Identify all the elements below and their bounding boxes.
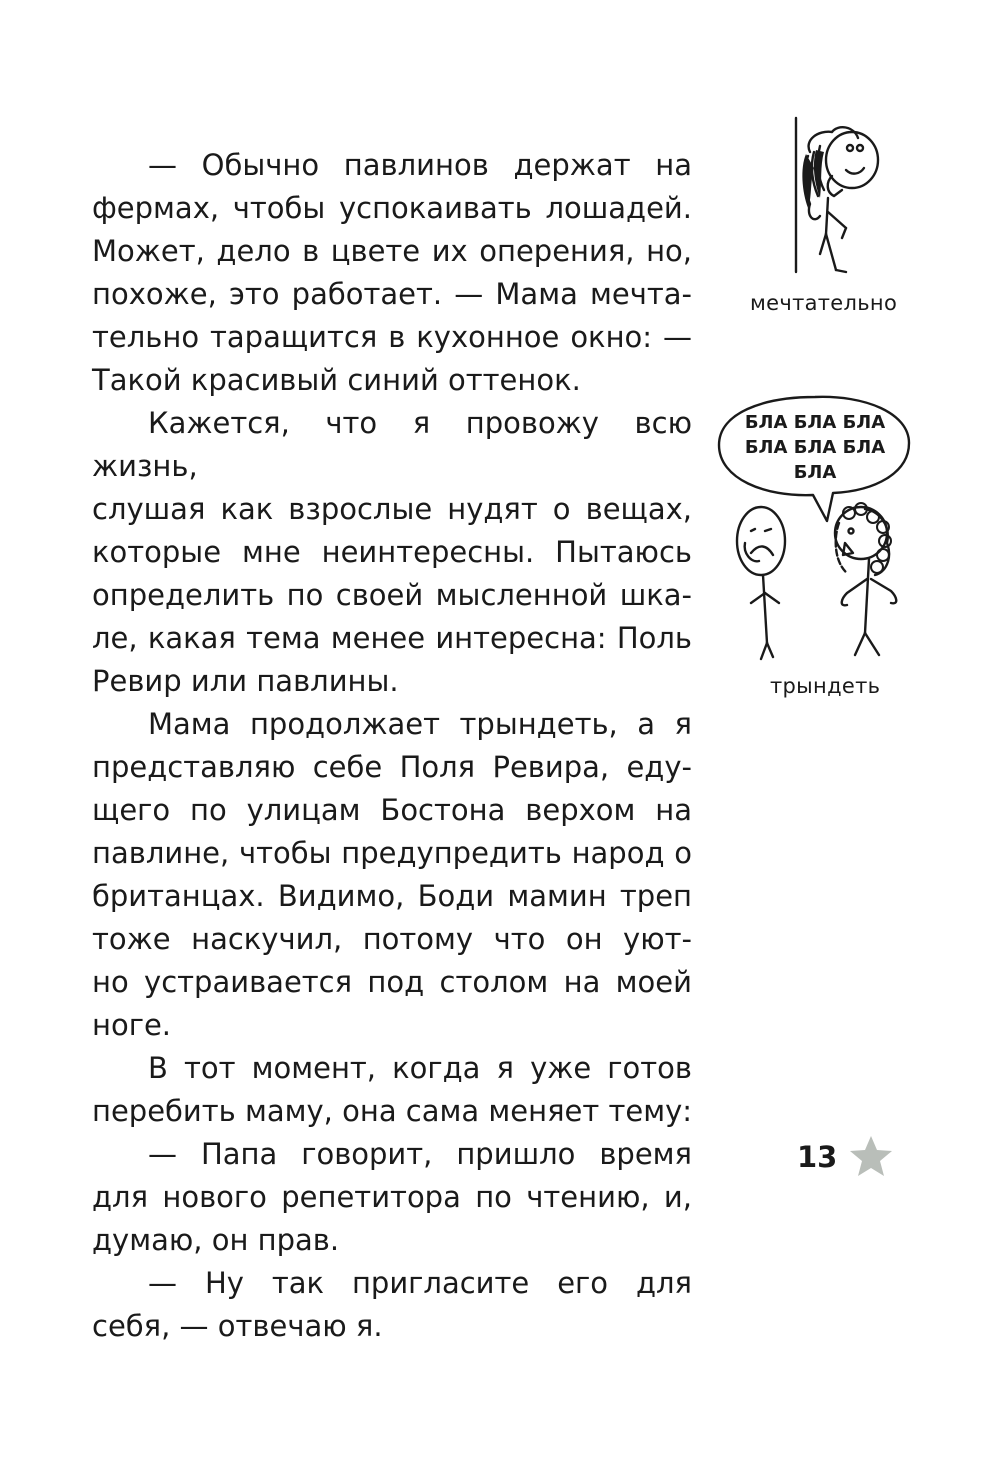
bubble-text-row1: БЛА БЛА БЛА (744, 412, 886, 433)
text-line: перебить маму, она сама меняет тему: (92, 1094, 693, 1128)
text-line: похоже, это работает. — Мама мечта- (92, 277, 692, 311)
paragraph-3-cont (92, 746, 692, 1047)
text-line: которые мне неинтересны. Пытаюсь (92, 535, 692, 569)
text-line: Такой красивый синий оттенок. (92, 363, 581, 397)
text-line: — Папа говорит, пришло время (148, 1137, 692, 1171)
text-line: В тот момент, когда я уже готов (148, 1051, 692, 1085)
text-line: Ревир или павлины. (92, 664, 399, 698)
text-line: — Ну так пригласите его для (148, 1266, 692, 1300)
paragraph-4-cont (92, 1090, 692, 1133)
text-line: но устраивается под столом на моей (92, 965, 692, 999)
text-line: Мама продолжает трындеть, а я (148, 707, 692, 741)
text-line: определить по своей мысленной шка- (92, 578, 692, 612)
paragraph-4 (92, 1047, 692, 1090)
paragraph-1 (92, 144, 692, 187)
page-number: 13 (797, 1140, 838, 1174)
text-line: щего по улицам Бостона верхом на (92, 793, 692, 827)
paragraph-2 (92, 402, 692, 488)
text-line: павлине, чтобы предупредить народ о (92, 836, 692, 870)
text-line: себя, — отвечаю я. (92, 1309, 383, 1343)
dreamy-girl-illustration (780, 112, 890, 277)
text-line: ноге. (92, 1008, 171, 1042)
paragraph-6-cont (92, 1305, 692, 1348)
text-line: тоже наскучил, потому что он уют- (92, 922, 692, 956)
caption-blabbing: трындеть (770, 674, 881, 698)
body-text (92, 144, 692, 1348)
text-line: ле, какая тема менее интересна: Поль (92, 621, 692, 655)
text-line: фермах, чтобы успокаивать лошадей. (92, 191, 692, 225)
blabbing-illustration (715, 393, 915, 668)
paragraph-2-cont (92, 488, 692, 703)
text-line: Кажется, что я провожу всю жизнь, (92, 406, 692, 483)
text-line: слушая как взрослые нудят о вещах, (92, 492, 692, 526)
text-line: — Обычно павлинов держат на (148, 148, 692, 182)
caption-dreamily: мечтательно (750, 291, 898, 315)
paragraph-5 (92, 1133, 692, 1176)
bubble-text-row3: БЛА (793, 462, 837, 483)
paragraph-1-cont (92, 187, 692, 402)
text-line: представляю себе Поля Ревира, еду- (92, 750, 692, 784)
paragraph-5-cont (92, 1176, 692, 1262)
text-line: думаю, он прав. (92, 1223, 340, 1257)
paragraph-6 (92, 1262, 692, 1305)
star-icon (848, 1134, 894, 1178)
paragraph-3 (92, 703, 692, 746)
text-line: для нового репетитора по чтению, и, (92, 1180, 692, 1214)
text-line: Может, дело в цвете их оперения, но, (92, 234, 692, 268)
text-line: тельно таращится в кухонное окно: — (92, 320, 692, 354)
text-line: британцах. Видимо, Боди мамин треп (92, 879, 692, 913)
bubble-text-row2: БЛА БЛА БЛА (744, 437, 886, 458)
